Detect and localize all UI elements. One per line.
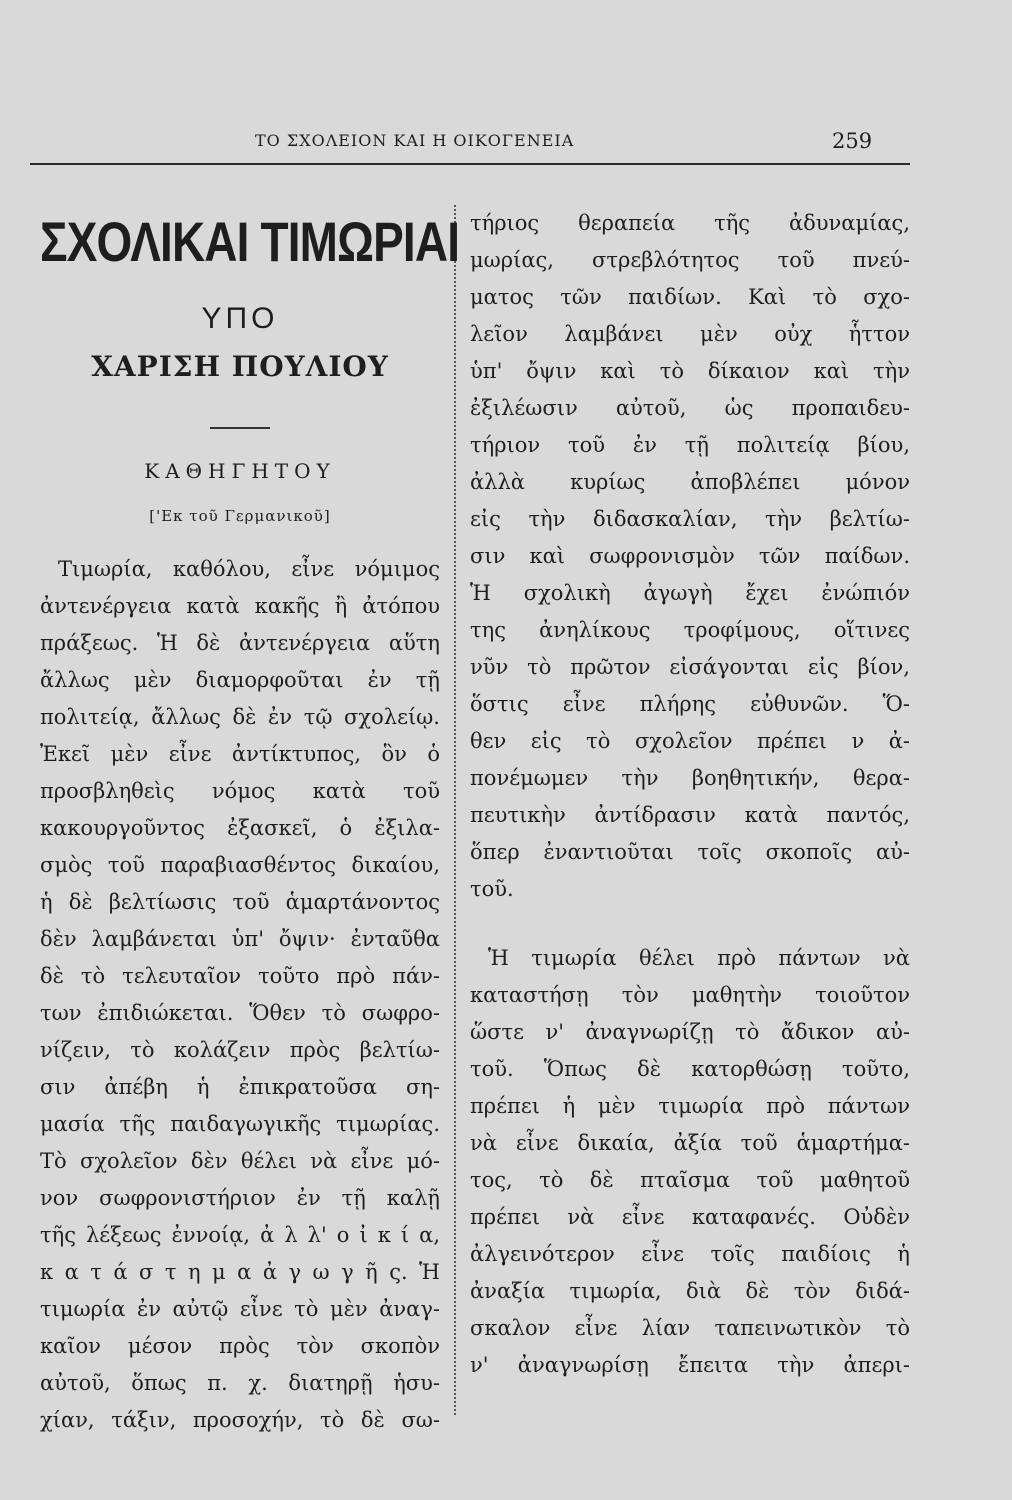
text-line: Τὸ σχολεῖον δὲν θέλει νὰ εἶνε μό- (40, 1149, 440, 1173)
byline-label: ΥΠΟ (201, 302, 279, 335)
text-line: νὰ εἶνε δικαία, ἀξία τοῦ ἁμαρτήμα- (470, 1131, 910, 1155)
header-rule (30, 163, 910, 165)
right-paragraph-1 (470, 205, 910, 908)
right-column (470, 205, 910, 1384)
text-line: λεῖον λαμβάνει μὲν οὐχ ἧττον (470, 322, 910, 346)
text-line: καῖον μέσον πρὸς τὸν σκοπὸν (40, 1334, 440, 1358)
title-rule (210, 427, 270, 429)
text-line: ν' ἀναγνωρίσῃ ἔπειτα τὴν ἀπερι- (470, 1353, 910, 1377)
text-line: Ἐκεῖ μὲν εἶνε ἀντίκτυπος, ὃν ὁ (40, 742, 440, 766)
text-line: δὲν λαμβάνεται ὑπ' ὄψιν· ἐνταῦθα (40, 927, 440, 951)
text-line: κακουργοῦντος ἐξασκεῖ, ὁ ἐξιλα- (40, 816, 440, 840)
text-line: ἀναξία τιμωρία, διὰ δὲ τὸν διδά- (470, 1279, 910, 1303)
text-line: νῦν τὸ πρῶτον εἰσάγονται εἰς βίον, (470, 655, 910, 679)
text-line: ὑπ' ὄψιν καὶ τὸ δίκαιον καὶ τὴν (470, 359, 910, 383)
running-head: ΤΟ ΣΧΟΛΕΙΟΝ ΚΑΙ Η ΟΙΚΟΓΕΝΕΙΑ (255, 131, 575, 150)
text-line: τοῦ. Ὅπως δὲ κατορθώσῃ τοῦτο, (470, 1057, 910, 1081)
text-line: θεν εἰς τὸ σχολεῖον πρέπει ν ἀ- (470, 729, 910, 753)
article-title: ΣΧΟΛΙΚΑΙ ΤΙΜΩΡΙΑΙ (40, 210, 460, 273)
column-divider (454, 205, 457, 1415)
left-column (40, 205, 460, 1439)
text-line: ὥστε ν' ἀναγνωρίζῃ τὸ ἄδικον αὐ- (470, 1020, 910, 1044)
text-line: ἀλγεινότερον εἶνε τοῖς παιδίοις ἡ (470, 1242, 910, 1266)
text-line: τος, τὸ δὲ πταῖσμα τοῦ μαθητοῦ (470, 1168, 910, 1192)
text-line: ἐξιλέωσιν αὐτοῦ, ὡς προπαιδευ- (470, 396, 910, 420)
text-line: τήριος θεραπεία τῆς ἀδυναμίας, (470, 211, 910, 235)
text-line: προσβληθεὶς νόμος κατὰ τοῦ (40, 779, 440, 803)
translation-note: ['Εκ τοῦ Γερμανικοῦ] (149, 507, 331, 525)
text-line: χίαν, τάξιν, προσοχήν, τὸ δὲ σω- (40, 1408, 440, 1432)
text-line: σμὸς τοῦ παραβιασθέντος δικαίου, (40, 853, 440, 877)
author-profession: ΚΑΘΗΓΗΤΟΥ (144, 459, 336, 483)
text-line: νίζειν, τὸ κολάζειν πρὸς βελτίω- (40, 1038, 440, 1062)
text-line: εἰς τὴν διδασκαλίαν, τὴν βελτίω- (470, 507, 910, 531)
text-line: πρέπει ἡ μὲν τιμωρία πρὸ πάντων (470, 1094, 910, 1118)
text-line: σιν ἀπέβη ἡ ἐπικρατοῦσα ση- (40, 1075, 440, 1099)
text-line: Ἡ τιμωρία θέλει πρὸ πάντων νὰ (488, 946, 910, 970)
right-paragraph-2 (470, 940, 910, 1384)
text-line: ἀλλὰ κυρίως ἀποβλέπει μόνον (470, 470, 910, 494)
text-line: πολιτείᾳ, ἄλλως δὲ ἐν τῷ σχολείῳ. (40, 705, 440, 729)
text-line: Τιμωρία, καθόλου, εἶνε νόμιμος (58, 557, 440, 581)
text-line: τοῦ. (470, 877, 514, 901)
text-line: τῆς λέξεως ἐννοίᾳ, ἀ λ λ' ο ἰ κ ί α, (40, 1223, 440, 1247)
text-line: Ἡ σχολικὴ ἀγωγὴ ἔχει ἐνώπιόν (470, 581, 910, 605)
text-line: κ α τ ά σ τ η μ α ἀ γ ω γ ῆ ς. Ἡ (40, 1260, 440, 1284)
text-line: ματος τῶν παιδίων. Καὶ τὸ σχο- (470, 285, 910, 309)
text-line: νον σωφρονιστήριον ἐν τῇ καλῇ (40, 1186, 440, 1210)
text-line: της ἀνηλίκους τροφίμους, οἵτινες (470, 618, 910, 642)
text-line: τιμωρία ἐν αὐτῷ εἶνε τὸ μὲν ἀναγ- (40, 1297, 440, 1321)
text-line: σιν καὶ σωφρονισμὸν τῶν παίδων. (470, 544, 910, 568)
left-body-text (40, 551, 440, 1439)
text-line: ἀντενέργεια κατὰ κακῆς ἢ ἀτόπου (40, 594, 440, 618)
page-number: 259 (832, 129, 873, 153)
text-line: πονέμωμεν τὴν βοηθητικήν, θερα- (470, 766, 910, 790)
text-line: δὲ τὸ τελευταῖον τοῦτο πρὸ πάν- (40, 964, 440, 988)
text-line: μωρίας, στρεβλότητος τοῦ πνεύ- (470, 248, 910, 272)
text-line: πράξεως. Ἡ δὲ ἀντενέργεια αὕτη (40, 631, 440, 655)
author-name: ΧΑΡΙΣΗ ΠΟΥΛΙΟΥ (91, 350, 389, 383)
text-line: πευτικὴν ἀντίδρασιν κατὰ παντός, (470, 803, 910, 827)
text-line: μασία τῆς παιδαγωγικῆς τιμωρίας. (40, 1112, 440, 1136)
text-line: πρέπει νὰ εἶνε καταφανές. Οὐδὲν (470, 1205, 910, 1229)
text-line: τήριον τοῦ ἐν τῇ πολιτείᾳ βίου, (470, 433, 910, 457)
text-line: των ἐπιδιώκεται. Ὅθεν τὸ σωφρο- (40, 1001, 440, 1025)
text-line: ἡ δὲ βελτίωσις τοῦ ἁμαρτάνοντος (40, 890, 440, 914)
text-line: σκαλον εἶνε λίαν ταπεινωτικὸν τὸ (470, 1316, 910, 1340)
text-line: ὅστις εἶνε πλήρης εὐθυνῶν. Ὅ- (470, 692, 910, 716)
text-line: καταστήσῃ τὸν μαθητὴν τοιοῦτον (470, 983, 910, 1007)
text-line: ἄλλως μὲν διαμορφοῦται ἐν τῇ (40, 668, 440, 692)
text-line: ὅπερ ἐναντιοῦται τοῖς σκοποῖς αὐ- (470, 840, 910, 864)
text-line: αὐτοῦ, ὅπως π. χ. διατηρῇ ἡσυ- (40, 1371, 440, 1395)
paragraph-gap (470, 908, 910, 940)
